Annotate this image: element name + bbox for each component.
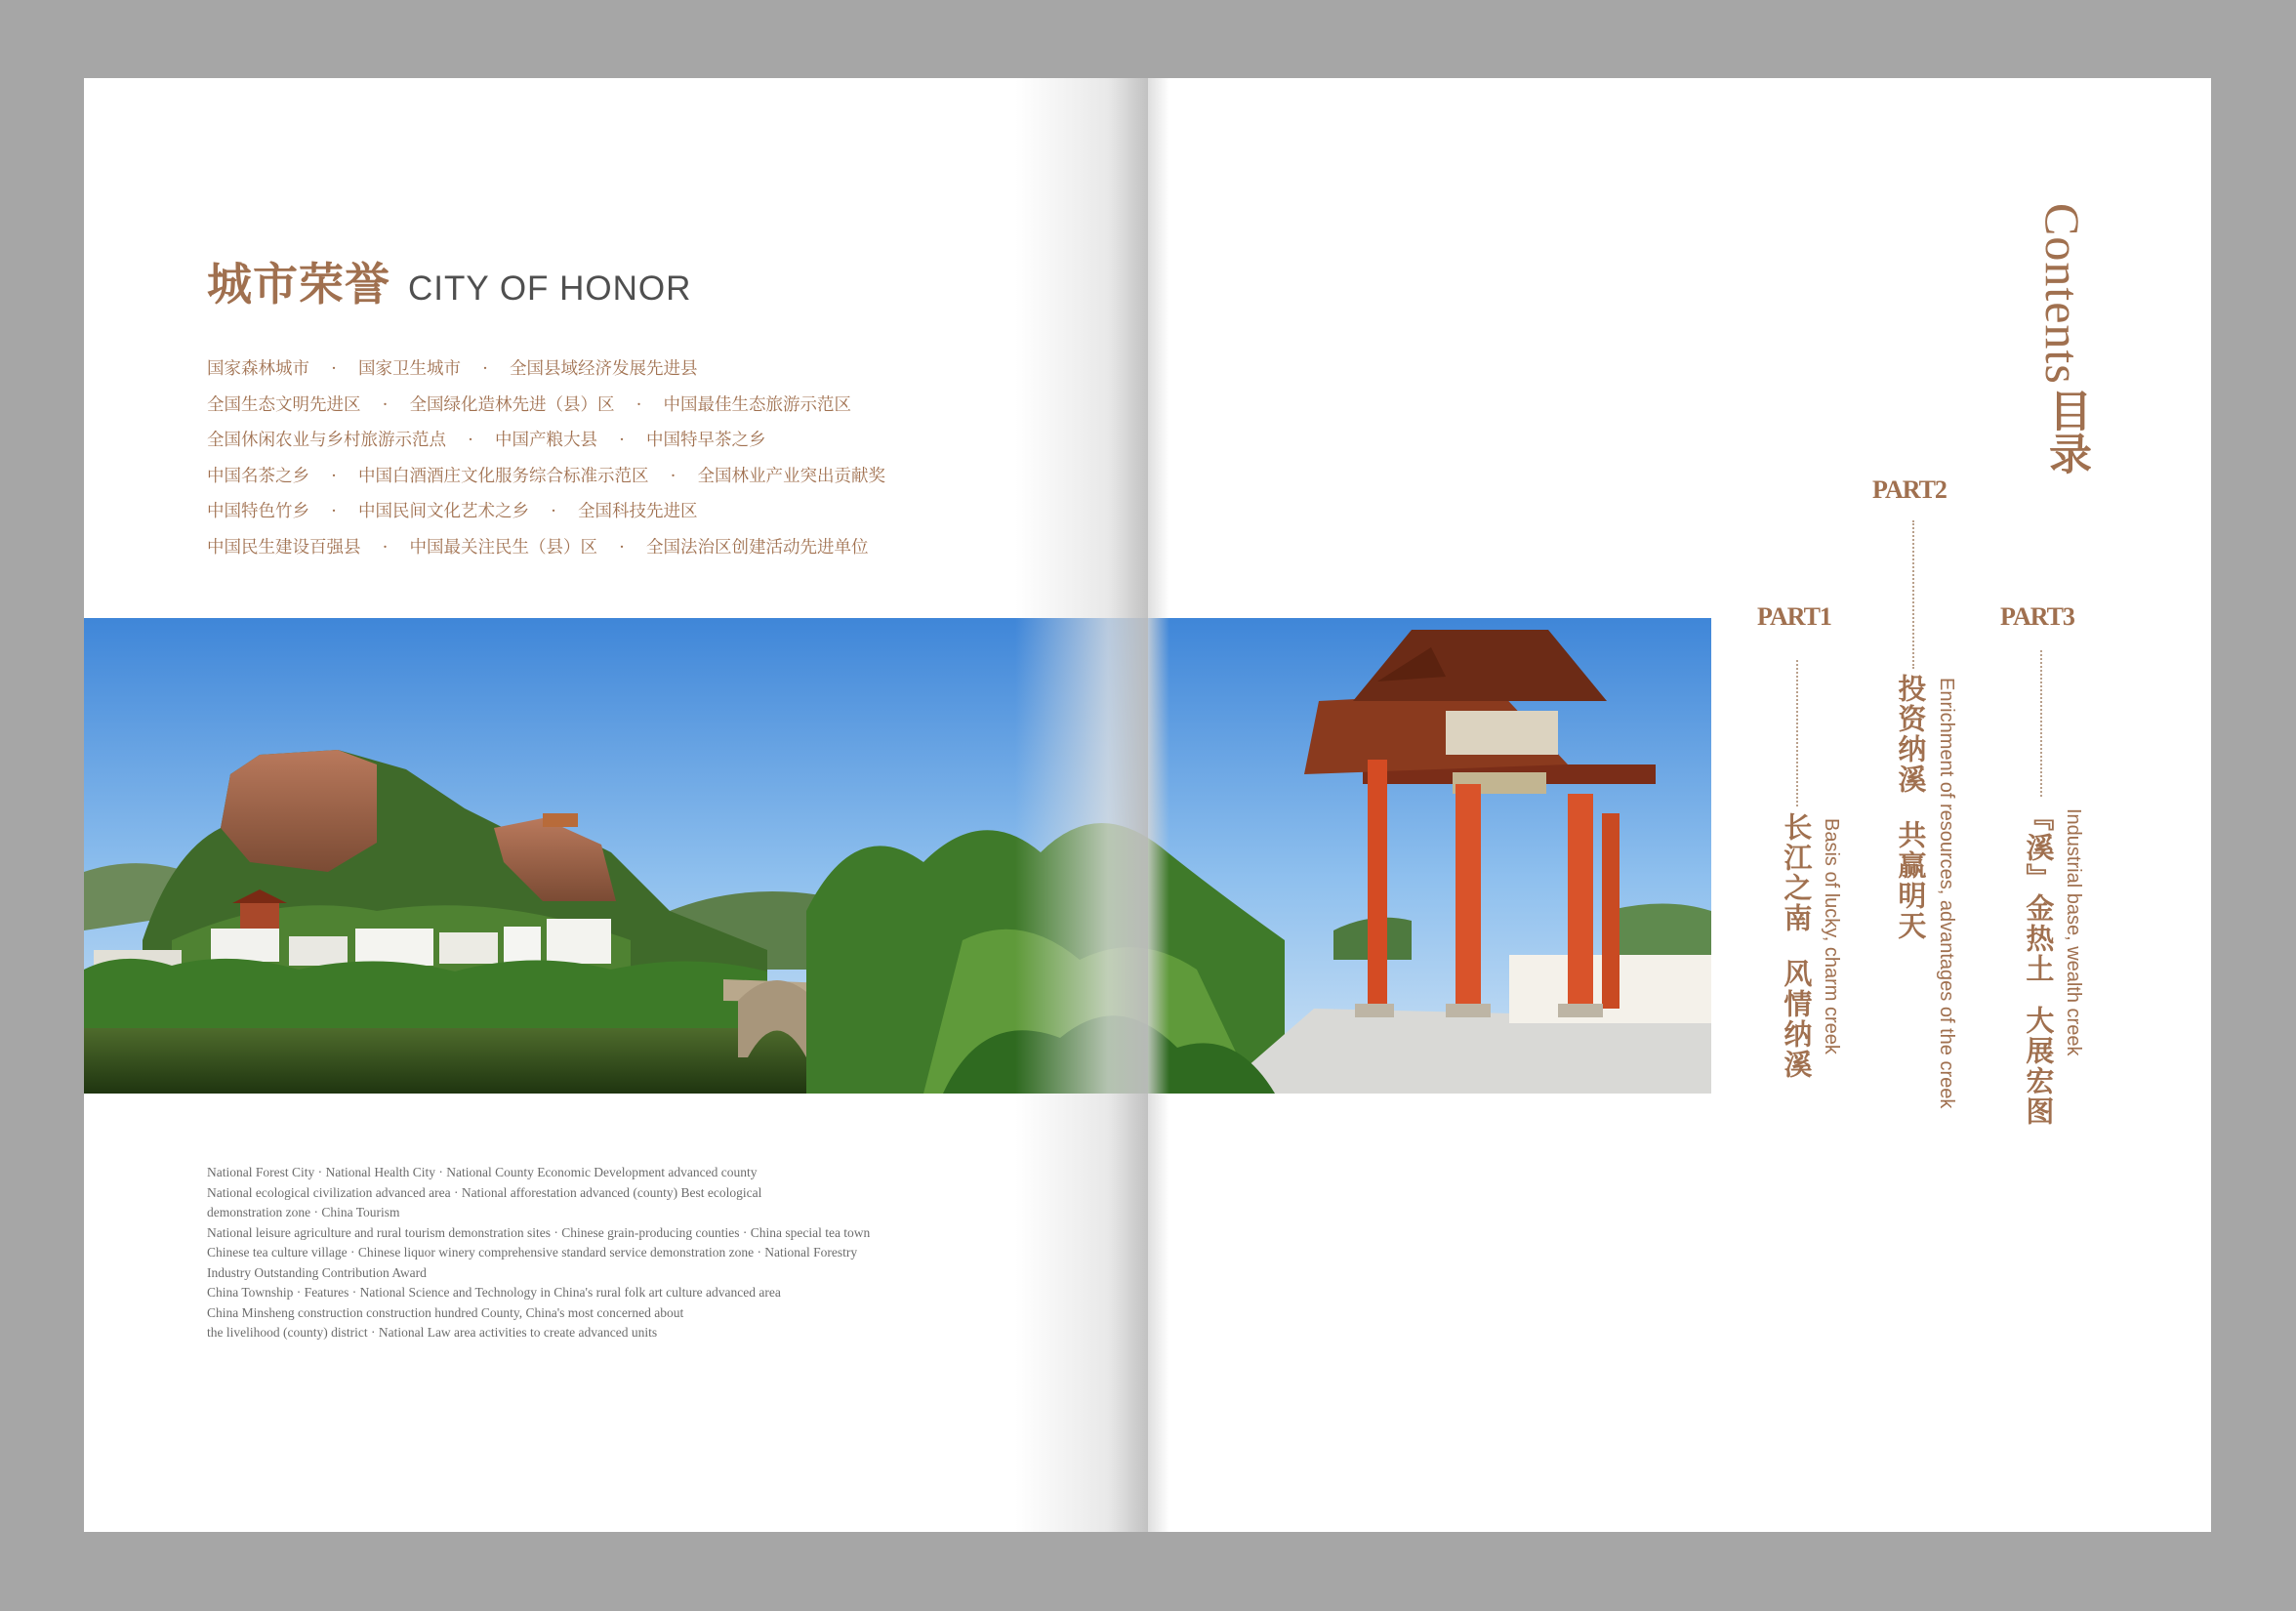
- honor-line-en: the livelihood (county) district · National Law area activities to create advanced units: [207, 1325, 658, 1340]
- honor-item: 全国法治区创建活动先进单位: [646, 537, 869, 558]
- part2-divider: [1912, 520, 1914, 669]
- part2-subtitle: Enrichment of resources, advantages of the creek: [1936, 678, 1957, 1109]
- part2-label: PART2: [1872, 475, 1947, 504]
- contents-title-en: Contents: [2035, 203, 2090, 385]
- separator-dot: ·: [331, 466, 337, 486]
- part3-divider: [2040, 650, 2042, 797]
- honor-item: 中国民间文化艺术之乡: [358, 502, 529, 521]
- honor-item: 全国生态文明先进区: [207, 394, 361, 415]
- honor-item: 中国白酒酒庄文化服务综合标准示范区: [358, 466, 649, 486]
- honor-line-en: Chinese tea culture village · Chinese liquor winery comprehensive standard service demonstration zone · National Forestry: [207, 1245, 858, 1260]
- separator-dot: ·: [331, 359, 337, 379]
- part1-divider: [1796, 660, 1798, 806]
- honor-title-en: CITY OF HONOR: [408, 269, 692, 308]
- honor-line-cn: [207, 388, 885, 424]
- honor-line-en: National ecological civilization advanced area · National afforestation advanced (county) Best ecological: [207, 1184, 762, 1200]
- honor-line-cn: [207, 351, 885, 388]
- separator-dot: ·: [551, 502, 556, 521]
- honor-item: 中国特色竹乡: [207, 502, 309, 521]
- separator-dot: ·: [619, 431, 625, 450]
- landscape-photo: [84, 618, 1711, 1094]
- honor-line-cn: [207, 459, 885, 495]
- part2-title-1: 投资纳溪: [1894, 674, 1928, 795]
- honor-line-en: National leisure agriculture and rural tourism demonstration sites · Chinese grain-producing counties · China special tea town: [207, 1224, 871, 1240]
- honor-item: 中国名茶之乡: [207, 466, 309, 486]
- honor-line-cn: [207, 530, 885, 566]
- honor-heading: [207, 249, 691, 313]
- part3-subtitle: Industrial base, wealth creek: [2063, 808, 2084, 1056]
- honor-line-en: demonstration zone · China Tourism: [207, 1205, 400, 1219]
- part3-title-1: 『溪』金热土: [2022, 803, 2056, 984]
- separator-dot: ·: [468, 431, 473, 450]
- honor-line-en: China Township · Features · National Science and Technology in China's rural folk art culture advanced area: [207, 1285, 781, 1300]
- honor-item: 中国民生建设百强县: [207, 537, 361, 558]
- honor-item: 全国绿化造林先进（县）区: [409, 394, 615, 415]
- separator-dot: ·: [636, 394, 642, 415]
- honor-line-en: Industry Outstanding Contribution Award: [207, 1264, 427, 1280]
- honor-line-en: China Minsheng construction construction hundred County, China's most concerned about: [207, 1304, 684, 1320]
- honor-item: 全国林业产业突出贡献奖: [697, 466, 885, 486]
- separator-dot: ·: [482, 359, 488, 379]
- separator-dot: ·: [619, 537, 625, 558]
- honor-list-en: [207, 1163, 1066, 1343]
- honor-item: 中国最关注民生（县）区: [409, 537, 597, 558]
- part1-title-1: 长江之南: [1780, 812, 1814, 933]
- honor-title-cn: 城市荣誉: [207, 258, 390, 310]
- honor-item: 全国休闲农业与乡村旅游示范点: [207, 431, 446, 450]
- contents-title-cn: 目录: [2041, 389, 2091, 475]
- honor-item: 中国特早茶之乡: [646, 431, 766, 450]
- part1-label: PART1: [1757, 602, 1831, 631]
- separator-dot: ·: [382, 537, 389, 558]
- honor-item: 国家森林城市: [207, 359, 309, 379]
- honor-item: 中国产粮大县: [495, 431, 597, 450]
- part1-subtitle: Basis of lucky, charm creek: [1821, 818, 1842, 1054]
- honor-item: 全国县域经济发展先进县: [510, 359, 698, 379]
- separator-dot: ·: [331, 502, 337, 521]
- honor-line-en: National Forest City · National Health City · National County Economic Development advanced county: [207, 1165, 758, 1179]
- separator-dot: ·: [670, 466, 676, 486]
- part2-title-2: 共赢明天: [1894, 820, 1928, 941]
- separator-dot: ·: [382, 394, 389, 415]
- part1-title-2: 风情纳溪: [1780, 959, 1814, 1080]
- binding-shadow-right: [1148, 78, 1169, 1532]
- honor-item: 中国最佳生态旅游示范区: [663, 394, 851, 415]
- honor-item: 国家卫生城市: [358, 359, 461, 379]
- part3-title-2: 大展宏图: [2022, 1006, 2056, 1127]
- honor-list-cn: [207, 351, 885, 565]
- honor-line-cn: [207, 423, 885, 459]
- part3-label: PART3: [2000, 602, 2074, 631]
- honor-item: 全国科技先进区: [578, 502, 698, 521]
- honor-line-cn: [207, 494, 885, 530]
